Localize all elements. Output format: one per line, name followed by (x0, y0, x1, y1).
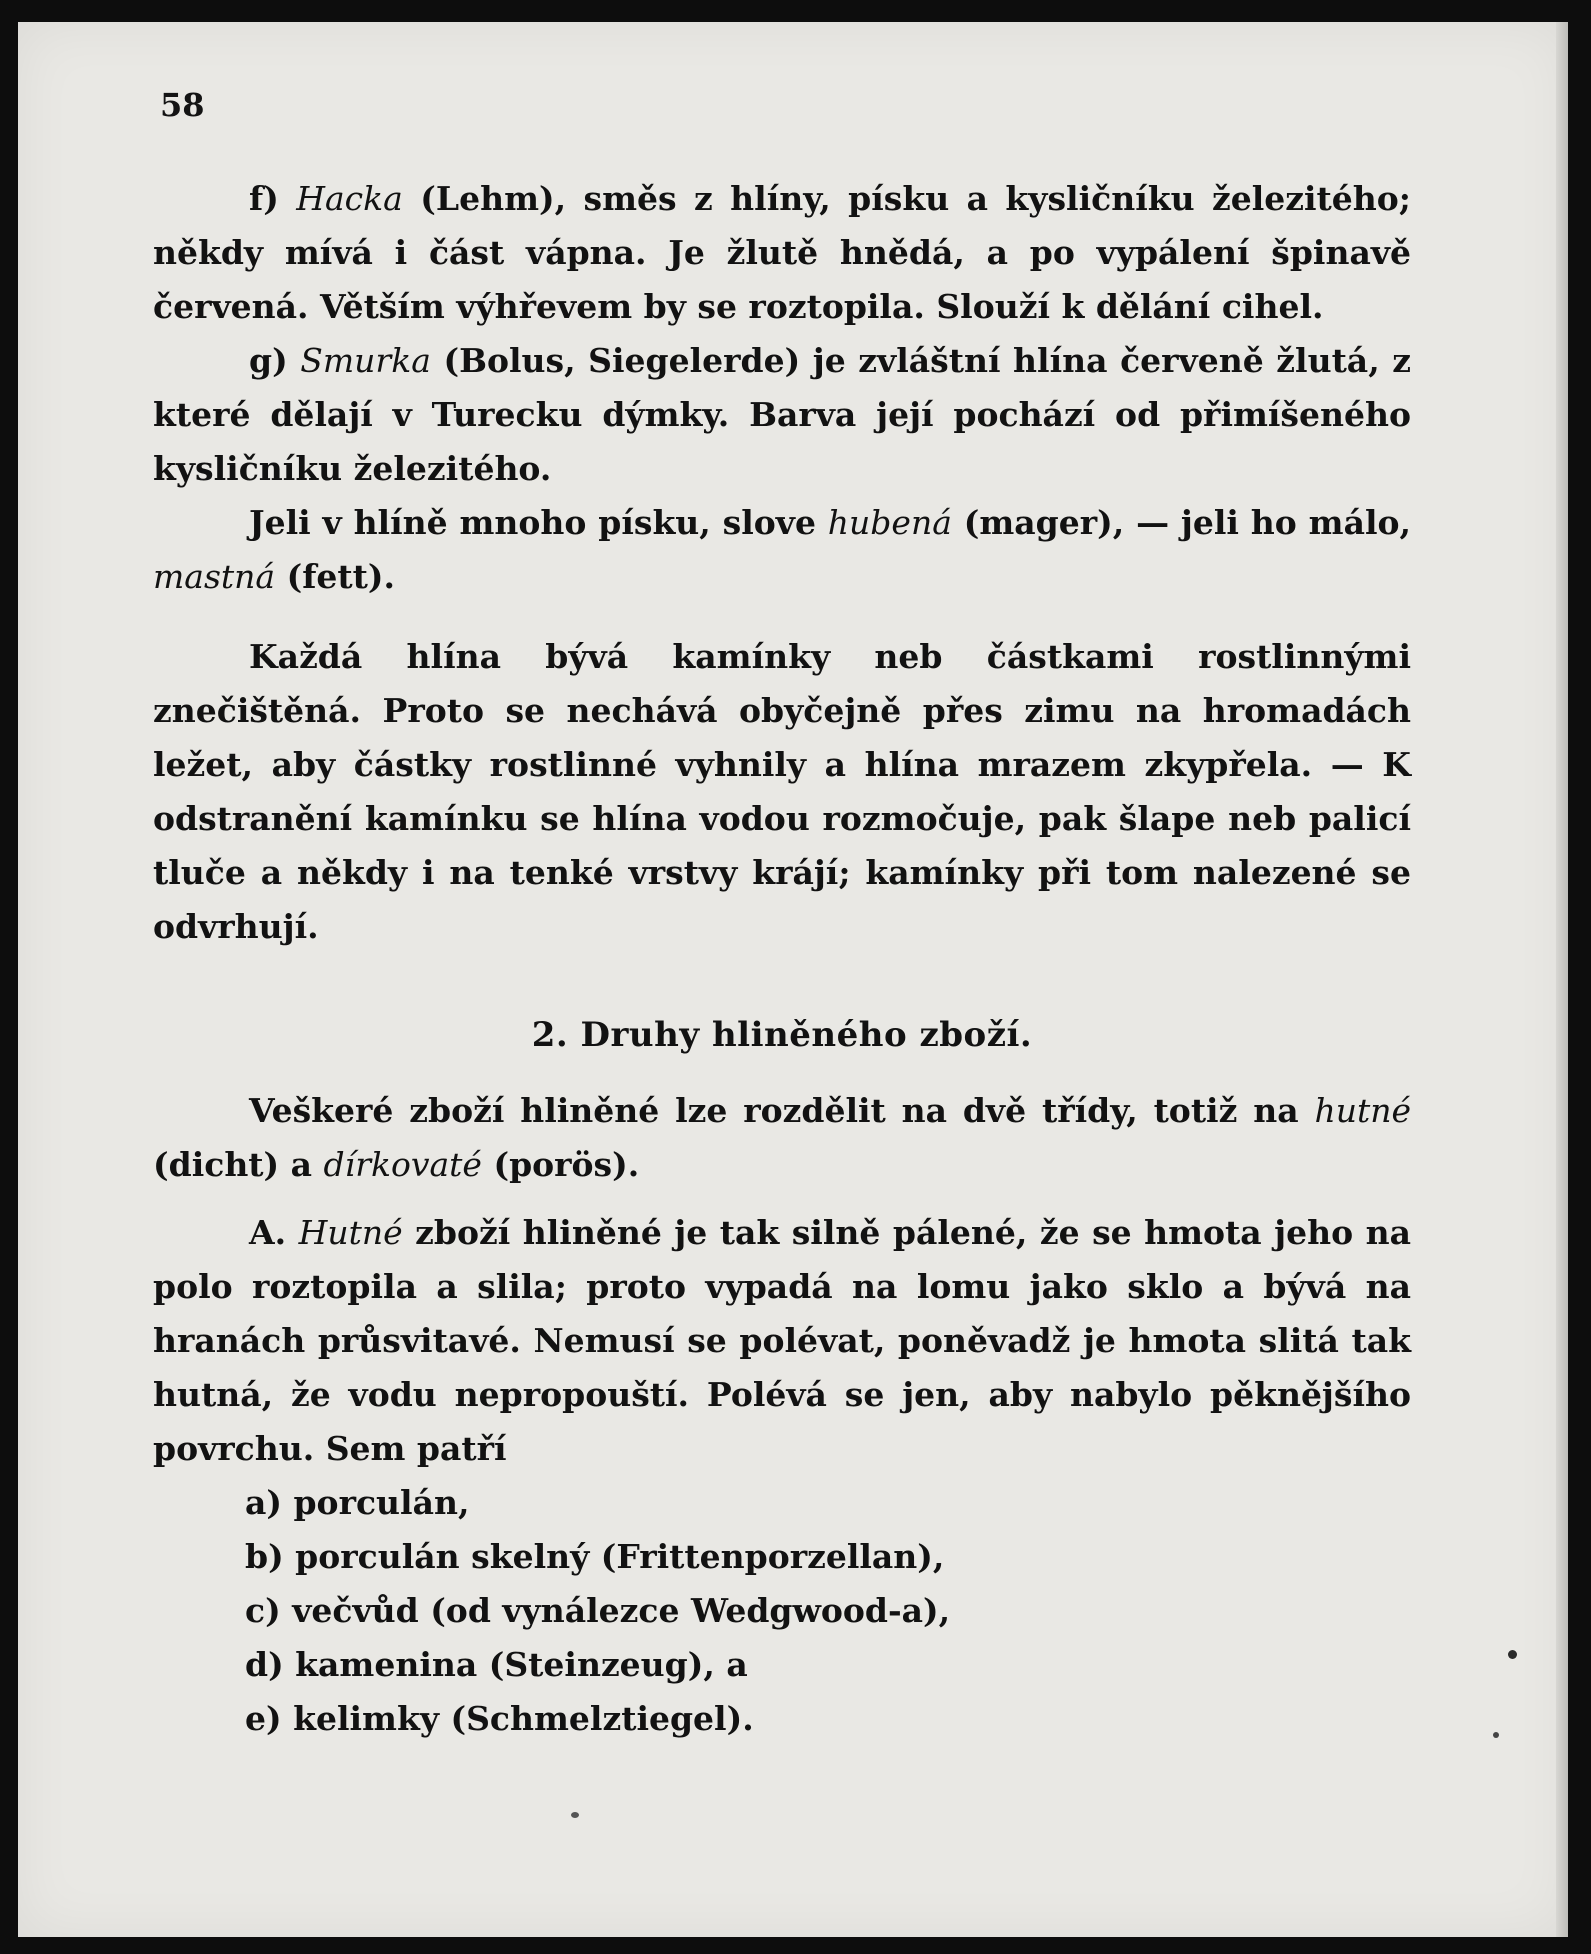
page-number: 58 (160, 86, 205, 124)
page-edge (1556, 22, 1568, 1937)
ink-speck (1493, 1732, 1499, 1738)
paragraph-smurka: g) Smurka (Bolus, Siegelerde) je zvláštní hlína červeně žlutá, z které dělají v Turecku dýmky. Barva její pochází od přimíšeného kysličníku železitého. (153, 341, 1411, 488)
paragraph-hubena-mastna: Jeli v hlíně mnoho písku, slove hubená (mager), — jeli ho málo, mastná (fett). (153, 503, 1411, 596)
term-hutne: hutné (1314, 1091, 1411, 1130)
list-item: b) porculán skelný (Frittenporzellan), (245, 1537, 945, 1576)
term-mastna: mastná (153, 557, 276, 596)
paragraph-a-hutne: A. Hutné zboží hliněné je tak silně pálené, že se hmota jeho na polo roztopila a slila; proto vypadá na lomu jako sklo a bývá na hranách průsvitavé. Nemusí se polévat, poněvadž je hmota slitá tak hutná, že vodu nepropouští. Polévá se jen, aby nabylo pěknějšího povrchu. Sem patří (153, 1213, 1411, 1468)
ink-speck (1508, 1650, 1517, 1659)
section-heading: 2. Druhy hliněného zboží. (531, 1015, 1033, 1055)
book-page (18, 22, 1568, 1937)
term-hacka: Hacka (296, 179, 403, 218)
list-item: d) kamenina (Steinzeug), a (245, 1645, 748, 1684)
paragraph-hacka: f) Hacka (Lehm), směs z hlíny, písku a kysličníku železitého; někdy mívá i část vápna. Je žlutě hnědá, a po vypálení špinavě červená. Větším výhřevem by se roztopila. Slouží k dělání cihel. (153, 179, 1411, 326)
term-hubena: hubená (827, 503, 952, 542)
term-hutne-a: Hutné (298, 1213, 403, 1252)
list-item: c) večvůd (od vynálezce Wedgwood-a), (245, 1591, 951, 1630)
paragraph-kazda-hlina: Každá hlína bývá kamínky neb částkami rostlinnými znečištěná. Proto se nechává obyčejně přes zimu na hromadách ležet, aby částky rostlinné vyhnily a hlína mrazem zkypřela. — K odstranění kamínku se hlína vodou rozmočuje, pak šlape neb palicí tluče a někdy i na tenké vrstvy krájí; kamínky při tom nalezené se odvrhují. (153, 637, 1411, 946)
term-smurka: Smurka (300, 341, 431, 380)
ink-speck (571, 1812, 579, 1818)
list-item: e) kelimky (Schmelztiegel). (245, 1699, 754, 1738)
list-item: a) porculán, (245, 1483, 470, 1522)
body-text (153, 172, 1411, 1746)
paragraph-veskere-zbozi: Veškeré zboží hliněné lze rozdělit na dvě třídy, totiž na hutné (dicht) a dírkovaté (porös). (153, 1091, 1411, 1184)
term-dirkovate: dírkovaté (323, 1145, 482, 1184)
